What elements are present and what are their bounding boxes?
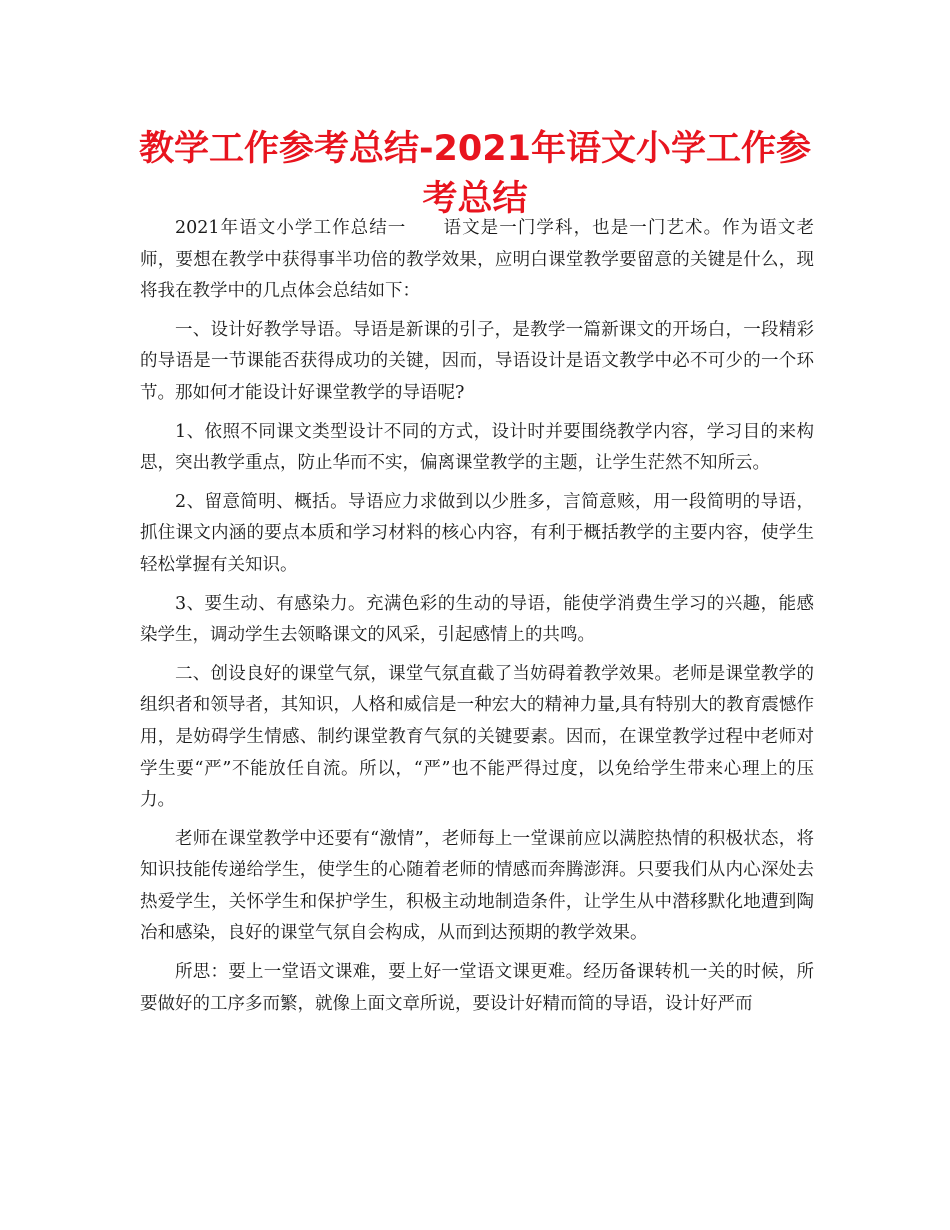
paragraph: 2、留意简明、概括。导语应力求做到以少胜多，言简意赅，用一段简明的导语，抓住课文内涵的要点本质和学习材料的核心内容，有利于概括教学的主要内容，使学生轻松掌握有关知识。 (140, 491, 814, 575)
paragraph: 一、设计好教学导语。导语是新课的引子，是教学一篇新课文的开场白，一段精彩的导语是一节课能否获得成功的关键，因而，导语设计是语文教学中必不可少的一个环节。那如何才能设计好课堂教学的导语呢? (140, 319, 814, 403)
paragraph: 所思：要上一堂语文课难，要上好一堂语文课更难。经历备课转机一关的时候，所要做好的工序多而繁，就像上面文章所说，要设计好精而简的导语，设计好严而 (140, 962, 814, 1014)
paragraph: 老师在课堂教学中还要有“激情”，老师每上一堂课前应以满腔热情的积极状态，将知识技能传递给学生，使学生的心随着老师的情感而奔腾澎湃。只要我们从内心深处去热爱学生，关怀学生和保护学生，积极主动地制造条件，让学生从中潜移默化地遭到陶冶和感染，良好的课堂气氛自会构成，从而到达预期的教学效果。 (140, 828, 814, 944)
paragraph: 3、要生动、有感染力。充满色彩的生动的导语，能使学消费生学习的兴趣，能感染学生，调动学生去领略课文的风采，引起感情上的共鸣。 (140, 593, 814, 646)
paragraph: 2021年语文小学工作总结一 语文是一门学科，也是一门艺术。作为语文老师，要想在教学中获得事半功倍的教学效果，应明白课堂教学要留意的关键是什么，现将我在教学中的几点体会总结如下： (140, 218, 814, 302)
document-body (140, 213, 814, 1027)
document-title: 教学工作参考总结-2021年语文小学工作参考总结 (139, 129, 811, 219)
paragraph: 1、依照不同课文类型设计不同的方式，设计时并要围绕教学内容，学习目的来构思，突出教学重点，防止华而不实，偏离课堂教学的主题，让学生茫然不知所云。 (140, 421, 814, 474)
paragraph: 二、创设良好的课堂气氛，课堂气氛直截了当妨碍着教学效果。老师是课堂教学的组织者和领导者，其知识，人格和威信是一种宏大的精神力量,具有特别大的教育震憾作用，是妨碍学生情感、制约课堂教育气氛的关键要素。因而，在课堂教学过程中老师对学生要“严”不能放任自流。所以，“严”也不能严得过度，以免给学生带来心理上的压力。 (140, 663, 814, 811)
